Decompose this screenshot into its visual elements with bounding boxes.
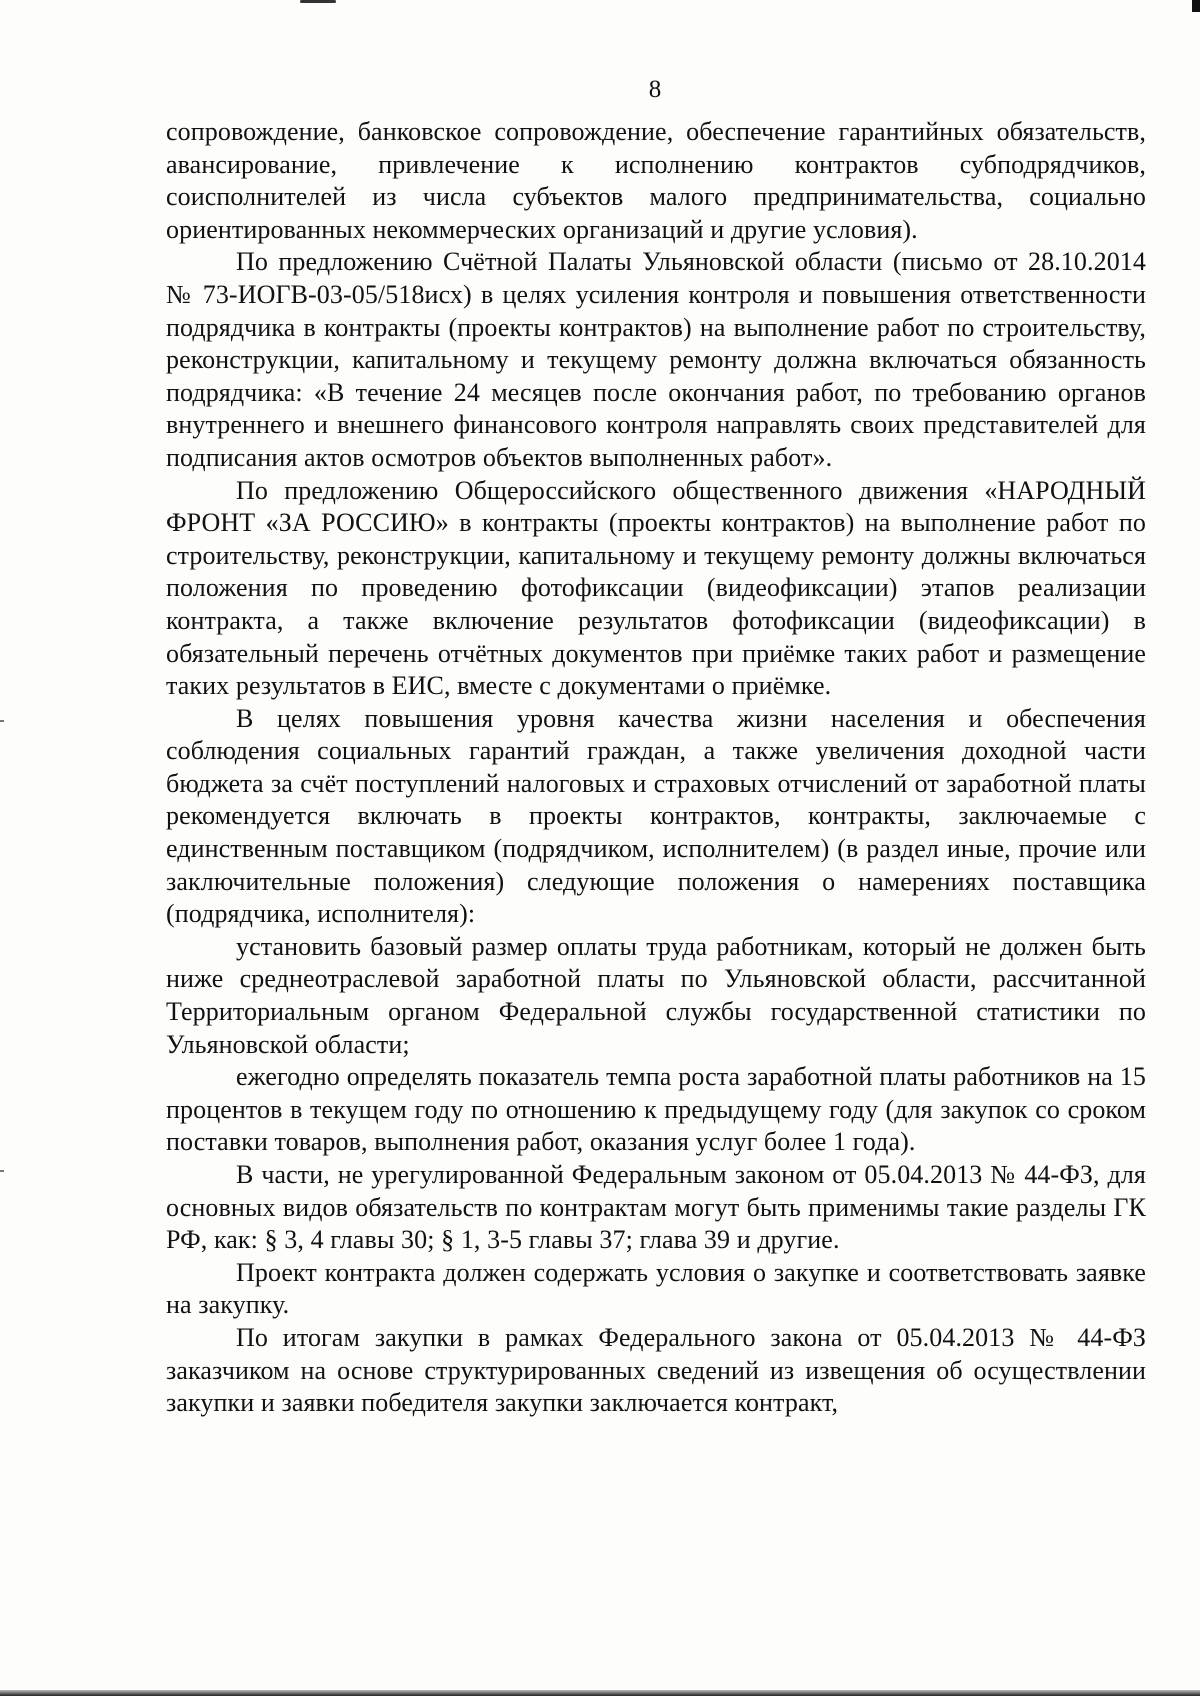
paragraph-4: В целях повышения уровня качества жизни населения и обеспечения соблюдения социальных гарантий граждан, а также увеличения доходной части бюджета за счёт поступлений налоговых и страховых отчислений от заработной платы рекомендуется включать в проекты контрактов, контракты, заключаемые с единственным поставщиком (подрядчиком, исполнителем) (в раздел иные, прочие или заключительные положения) следующие положения о намерениях поставщика (подрядчика, исполнителя): — [166, 703, 1146, 929]
scan-artifact-corner — [1192, 0, 1200, 12]
scan-artifact-top — [300, 0, 336, 3]
paragraph-6: ежегодно определять показатель темпа роста заработной платы работников на 15 процентов в текущем году по отношению к предыдущему году (для закупок со сроком поставки товаров, выполнения работ, оказания услуг более 1 года). — [166, 1062, 1146, 1157]
paragraph-7: В части, не урегулированной Федеральным законом от 05.04.2013 № 44-ФЗ, для основных видов обязательств по контрактам могут быть применимы такие разделы ГК РФ, как: § 3, 4 главы 30; § 1, 3-5 главы 37; глава 39 и другие. — [166, 1160, 1146, 1255]
scan-artifact-tick — [0, 1170, 4, 1172]
page-number: 8 — [648, 76, 662, 103]
paragraph-2: По предложению Счётной Палаты Ульяновской области (письмо от 28.10.2014 № 73-ИОГВ-03-05/518исх) в целях усиления контроля и повышения ответственности подрядчика в контракты (проекты контрактов) на выполнение работ по строительству, реконструкции, капитальному и текущему ремонту должна включаться обязанность подрядчика: «В течение 24 месяцев после окончания работ, по требованию органов внутреннего и внешнего финансового контроля направлять своих представителей для подписания актов осмотров объектов выполненных работ». — [166, 247, 1146, 472]
scan-artifact-bottom-edge — [0, 1690, 1200, 1696]
paragraph-8: Проект контракта должен содержать условия о закупке и соответствовать заявке на закупку. — [166, 1257, 1146, 1320]
scan-artifact-tick — [0, 720, 4, 722]
paragraph-5: установить базовый размер оплаты труда работникам, который не должен быть ниже среднеотраслевой заработной платы по Ульяновской области, рассчитанной Территориальным органом Федеральной службы государственной статистики по Ульяновской области; — [166, 931, 1146, 1059]
paragraph-1: сопровождение, банковское сопровождение, обеспечение гарантийных обязательств, авансирование, привлечение к исполнению контрактов субподрядчиков, соисполнителей из числа субъектов малого предпринимательства, социально ориентированных некоммерческих организаций и другие условия). — [166, 117, 1146, 244]
paragraph-9: По итогам закупки в рамках Федерального закона от 05.04.2013 № 44-ФЗ заказчиком на основе структурированных сведений из извещения об осуществлении закупки и заявки победителя закупки заключается контракт, — [166, 1322, 1146, 1418]
document-body — [166, 116, 1146, 1420]
paragraph-3: По предложению Общероссийского общественного движения «НАРОДНЫЙ ФРОНТ «ЗА РОССИЮ» в контракты (проекты контрактов) на выполнение работ по строительству, реконструкции, капитальному и текущему ремонту должны включаться положения по проведению фотофиксации (видеофиксации) этапов реализации контракта, а также включение результатов фотофиксации (видеофиксации) в обязательный перечень отчётных документов при приёмке таких работ и размещение таких результатов в ЕИС, вместе с документами о приёмке. — [166, 475, 1146, 701]
